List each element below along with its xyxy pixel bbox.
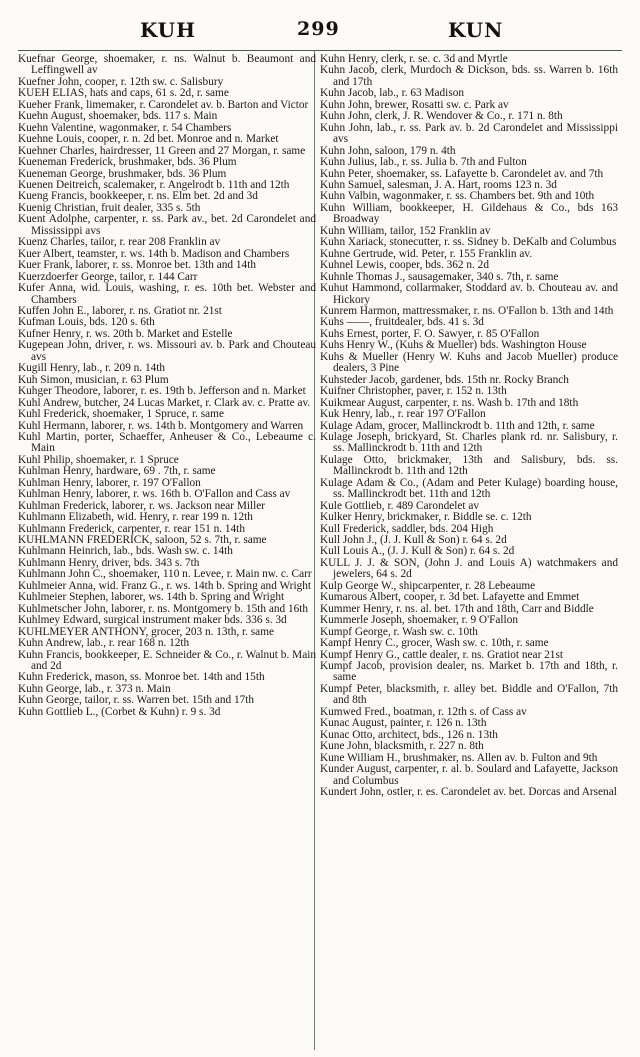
directory-entry: Kueher Frank, limemaker, r. Carondelet av. b. Barton and Victor (18, 98, 309, 111)
header-left-guide-word: KUH (140, 18, 197, 42)
directory-entry: Kuhnle Thomas J., sausagemaker, 340 s. 7th, r. same (320, 270, 559, 283)
directory-entry: Kuenz Charles, tailor, r. rear 208 Franklin av (18, 236, 221, 249)
directory-entry: Kuhn John, lab., r. ss. Park av. b. 2d Carondelet and Mississippi avs (320, 121, 618, 146)
directory-entry: Kugill Henry, lab., r. 209 n. 14th (18, 362, 166, 375)
directory-entry: Kumarous Albert, cooper, r. 3d bet. Lafayette and Emmet (320, 591, 580, 604)
directory-entry: Kulage Otto, brickmaker, 13th and Salisbury, bds. ss. Mallinckrodt b. 11th and 12th (320, 453, 618, 478)
directory-entry: Kulage Adam & Co., (Adam and Peter Kulage) boarding house, ss. Mallinckrodt bet. 11th and 12th (320, 476, 618, 501)
directory-entry: Kuk Henry, lab., r. rear 197 O'Fallon (320, 408, 486, 421)
directory-entry: Kull Louis A., (J. J. Kull & Son) r. 64 s. 2d (320, 545, 515, 558)
page-header (0, 18, 640, 48)
directory-entry: Kuhn Andrew, lab., r. rear 168 n. 12th (18, 637, 190, 650)
directory-entry: Kuhn Jacob, lab., r. 63 Madison (320, 87, 465, 100)
directory-entry: Kuhn Valbin, wagonmaker, r. ss. Chambers bet. 9th and 10th (320, 190, 595, 203)
directory-entry: Kummer Henry, r. ns. al. bet. 17th and 18th, Carr and Biddle (320, 602, 594, 615)
directory-entry: Kundert John, ostler, r. es. Carondelet av. bet. Dorcas and Arsenal (320, 786, 617, 798)
directory-entry: Kunac Otto, architect, bds., 126 n. 13th (320, 728, 498, 741)
directory-entry: KUHLMEYER ANTHONY, grocer, 203 n. 13th, r. same (18, 625, 274, 638)
directory-entry: Kull John J., (J. J. Kull & Son) r. 64 s. 2d (320, 534, 507, 547)
directory-entry: Kuhlmey Edward, surgical instrument maker bds. 336 s. 3d (18, 614, 287, 627)
header-rule (18, 50, 622, 51)
directory-entry: Kuhlmeier Anna, wid. Franz G., r. ws. 14th b. Spring and Wright (18, 579, 312, 592)
directory-entry: Kumwed Fred., boatman, r. 12th s. of Cass av (320, 705, 527, 718)
directory-entry: KULL J. J. & SON, (John J. and Louis A) watchmakers and jewelers, 64 s. 2d (320, 556, 618, 581)
directory-entry: Kuhn John, brewer, Rosatti sw. c. Park av (320, 98, 509, 111)
directory-entry: Kuhlman Henry, laborer, r. ws. 16th b. O'Fallon and Cass av (18, 488, 291, 501)
directory-entry: Kuefner John, cooper, r. 12th sw. c. Salisbury (18, 75, 224, 88)
directory-entry: Kuhne Gertrude, wid. Peter, r. 155 Franklin av. (320, 247, 533, 260)
directory-entry: Kumpf Jacob, provision dealer, ns. Market b. 17th and 18th, r. same (320, 660, 618, 684)
page-number: 299 (297, 18, 340, 40)
directory-entry: Kuhs Ernest, porter, F. O. Sawyer, r. 85 O'Fallon (320, 327, 540, 340)
directory-entry: Kunac August, painter, r. 126 n. 13th (320, 717, 487, 730)
header-right-guide-word: KUN (448, 18, 504, 42)
directory-entry: Kuhn George, lab., r. 373 n. Main (18, 682, 171, 695)
directory-entry: Kuhn John, saloon, 179 n. 4th (320, 144, 456, 157)
directory-entry: Kuhn William, tailor, 152 Franklin av (320, 224, 491, 237)
directory-entry: Kunrem Harmon, mattressmaker, r. ns. O'Fallon b. 13th and 14th (320, 304, 614, 317)
directory-entry: Kuer Albert, teamster, r. ws. 14th b. Madison and Chambers (18, 247, 290, 260)
directory-entry: Kueng Francis, bookkeeper, r. ns. Elm bet. 2d and 3d (18, 190, 258, 203)
directory-entry: Kufman Louis, bds. 120 s. 6th (18, 316, 155, 329)
directory-entry: Kuehn Valentine, wagonmaker, r. 54 Chambers (18, 121, 232, 134)
directory-entry: Kuh Simon, musician, r. 63 Plum (18, 373, 169, 386)
directory-entry: Kumpf Peter, blacksmith, r. alley bet. Biddle and O'Fallon, 7th and 8th (320, 682, 618, 707)
directory-entry: Kuhlman Henry, laborer, r. 197 O'Fallon (18, 476, 201, 489)
directory-entry: Kueneman Frederick, brushmaker, bds. 36 Plum (18, 156, 237, 169)
directory-entry: Kuent Adolphe, carpenter, r. ss. Park av., bet. 2d Carondelet and Mississippi avs (18, 213, 316, 237)
directory-entry: Kuhn Jacob, clerk, Murdoch & Dickson, bds. ss. Warren b. 16th and 17th (320, 64, 618, 88)
directory-entry: Kuhlmetscher John, laborer, r. ns. Montgomery b. 15th and 16th (18, 602, 309, 615)
directory-entry: Kuhn John, clerk, J. R. Wendover & Co., r. 171 n. 8th (320, 110, 563, 123)
directory-entry: Kulage Joseph, brickyard, St. Charles plank rd. nr. Salisbury, r. ss. Mallinckrodt b. 11th and 12th (320, 430, 618, 455)
directory-entry: Kuhlman Frederick, laborer, r. ws. Jackson near Miller (18, 499, 266, 512)
directory-entry: Kuenig Christian, fruit dealer, 335 s. 5th (18, 201, 201, 214)
directory-entry: Kuhsteder Jacob, gardener, bds. 15th nr. Rocky Branch (320, 373, 569, 386)
directory-entry: Kuhs ——, fruitdealer, bds. 41 s. 3d (320, 316, 484, 329)
directory-entry: Kunder August, carpenter, r. al. b. Soulard and Lafayette, Jackson and Columbus (320, 763, 618, 787)
directory-entry: Kuhn William, bookkeeper, H. Gildehaus & Co., bds 163 Broadway (320, 201, 618, 226)
directory-entry: Kummerle Joseph, shoemaker, r. 9 O'Fallon (320, 614, 518, 627)
directory-entry: Kumpf Henry G., cattle dealer, r. ns. Gratiot near 21st (320, 648, 563, 661)
directory-entry: Kuhlmeier Stephen, laborer, ws. 14th b. Spring and Wright (18, 591, 285, 604)
directory-entry: Kuhn Xariack, stonecutter, r. ss. Sidney b. DeKalb and Columbus (320, 236, 617, 249)
right-column (320, 54, 618, 798)
directory-entry: Kuhlmann Heinrich, lab., bds. Wash sw. c. 14th (18, 545, 233, 558)
directory-entry: Kuefnar George, shoemaker, r. ns. Walnut b. Beaumont and Leffingwell av (18, 53, 316, 77)
directory-entry: Kuhn Francis, bookkeeper, E. Schneider & Co., r. Walnut b. Main and 2d (18, 648, 316, 673)
directory-entry: Kufer Anna, wid. Louis, washing, r. es. 10th bet. Webster and Chambers (18, 282, 316, 306)
directory-entry: Kufner Henry, r. ws. 20th b. Market and Estelle (18, 327, 233, 340)
directory-entry: Kuhl Frederick, shoemaker, 1 Spruce, r. same (18, 408, 224, 421)
directory-entry: Kuhl Hermann, laborer, r. ws. 14th b. Montgomery and Warren (18, 419, 304, 432)
directory-entry: Kuhn Henry, clerk, r. se. c. 3d and Myrtle (320, 53, 508, 65)
directory-entry: Kuehne Louis, cooper, r. n. 2d bet. Monroe and n. Market (18, 133, 279, 146)
directory-entry: Kueneman George, brushmaker, bds. 36 Plum (18, 167, 227, 180)
directory-entry: Kuhn Samuel, salesman, J. A. Hart, rooms 123 n. 3d (320, 178, 557, 191)
directory-entry: Kule Gottlieb, r. 489 Carondelet av (320, 499, 480, 512)
directory-entry: Kuhger Theodore, laborer, r. es. 19th b. Jefferson and n. Market (18, 385, 306, 398)
directory-entry: Kuhl Martin, porter, Schaeffer, Anheuser & Co., Lebeaume c. Main (18, 430, 316, 455)
directory-entry: Kuer Frank, laborer, r. ss. Monroe bet. 13th and 14th (18, 259, 256, 272)
directory-entry: Kuehner Charles, hairdresser, 11 Green and 27 Morgan, r. same (18, 144, 306, 157)
directory-entry: Kuenen Deitreich, scalemaker, r. Angelrodt b. 11th and 12th (18, 178, 290, 191)
directory-entry: Kampf Henry C., grocer, Wash sw. c. 10th, r. same (320, 637, 549, 650)
directory-entry: Kuehn August, shoemaker, bds. 117 s. Main (18, 110, 218, 123)
directory-entry: Kuhs Henry W., (Kuhs & Mueller) bds. Washington House (320, 339, 587, 352)
directory-entry: Kuhlmann Frederick, carpenter, r. rear 151 n. 14th (18, 522, 245, 535)
directory-entry: Kuhlmann Henry, driver, bds. 343 s. 7th (18, 556, 200, 569)
directory-entry: Kuhn Gottlieb L., (Corbet & Kuhn) r. 9 s. 3d (18, 705, 221, 718)
directory-entry: Kuhn Frederick, mason, ss. Monroe bet. 14th and 15th (18, 671, 265, 684)
directory-entry: Kuhlman Henry, hardware, 69 . 7th, r. same (18, 465, 216, 478)
directory-entry: Kuhl Andrew, butcher, 24 Lucas Market, r. Clark av. c. Pratte av. (18, 396, 311, 409)
directory-entry: Kulage Adam, grocer, Mallinckrodt b. 11th and 12th, r. same (320, 419, 595, 432)
directory-entry: Kuhnel Lewis, cooper, bds. 362 n. 2d (320, 259, 489, 272)
directory-entry: Kull Frederick, saddler, bds. 204 High (320, 522, 494, 535)
directory-entry: Kune William H., brushmaker, ns. Allen av. b. Fulton and 9th (320, 751, 598, 764)
directory-entry: Kuifner Christopher, paver, r. 152 n. 13th (320, 385, 507, 398)
directory-entry: Kuhlmann Elizabeth, wid. Henry, r. rear 199 n. 12th (18, 511, 253, 524)
directory-entry: Kuffen John E., laborer, r. ns. Gratiot nr. 21st (18, 304, 222, 317)
directory-entry: Kuhn Peter, shoemaker, ss. Lafayette b. Carondelet av. and 7th (320, 167, 604, 180)
directory-entry: Kulp George W., shipcarpenter, r. 28 Lebeaume (320, 579, 536, 592)
directory-entry: Kune John, blacksmith, r. 227 n. 8th (320, 740, 484, 753)
directory-entry: Kulker Henry, brickmaker, r. Biddle se. c. 12th (320, 511, 532, 524)
directory-entry: Kuhn George, tailor, r. ss. Warren bet. 15th and 17th (18, 694, 255, 707)
directory-entry: Kuerzdoerfer George, tailor, r. 144 Carr (18, 270, 198, 283)
directory-entry: Kuhut Hammond, collarmaker, Stoddard av. b. Chouteau av. and Hickory (320, 282, 618, 306)
directory-entry: Kumpf George, r. Wash sw. c. 10th (320, 625, 478, 638)
directory-entry: Kuhs & Mueller (Henry W. Kuhs and Jacob Mueller) produce dealers, 3 Pine (320, 350, 618, 375)
directory-entry: Kuhl Philip, shoemaker, r. 1 Spruce (18, 453, 179, 466)
directory-entry: Kuikmear August, carpenter, r. ns. Wash b. 17th and 18th (320, 396, 579, 409)
directory-entry: KUHLMANN FREDERICK, saloon, 52 s. 7th, r. same (18, 534, 267, 547)
left-column (18, 54, 316, 718)
directory-entry: KUEH ELIAS, hats and caps, 61 s. 2d, r. same (18, 87, 229, 100)
directory-entry: Kuhlmann John C., shoemaker, 110 n. Levee, r. Main nw. c. Carr (18, 568, 312, 581)
directory-entry: Kuhn Julius, lab., r. ss. Julia b. 7th and Fulton (320, 156, 527, 169)
directory-entry: Kugepean John, driver, r. ws. Missouri av. b. Park and Chouteau avs (18, 339, 316, 363)
